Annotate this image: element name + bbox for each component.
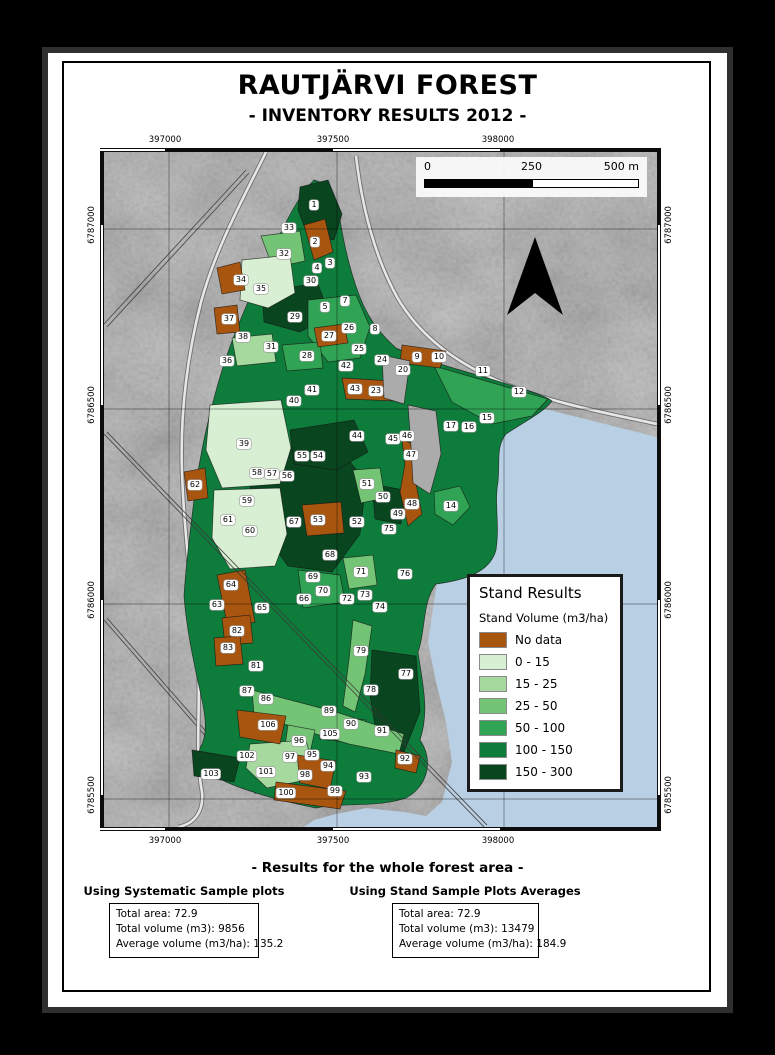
stand-label-29: 29 xyxy=(289,312,301,321)
stand-label-105: 105 xyxy=(322,729,338,738)
legend-color-swatch xyxy=(479,654,507,670)
stand-label-77: 77 xyxy=(400,669,412,678)
legend-class-label: 25 - 50 xyxy=(515,699,558,713)
stand-label-25: 25 xyxy=(353,344,365,353)
grid-x-label: 397500 xyxy=(316,135,350,145)
stand-label-56: 56 xyxy=(281,471,293,480)
stand-label-58: 58 xyxy=(251,468,263,477)
stand-label-31: 31 xyxy=(265,342,277,351)
grid-x-label: 397000 xyxy=(148,836,182,846)
stand-label-106: 106 xyxy=(260,720,276,729)
stand-label-92: 92 xyxy=(399,754,411,763)
stand-label-55: 55 xyxy=(296,451,308,460)
stand-label-45: 45 xyxy=(387,434,399,443)
grid-x-label: 398000 xyxy=(481,135,515,145)
stand-label-71: 71 xyxy=(355,567,367,576)
scale-label-500: 500 m xyxy=(603,160,639,173)
stand-label-53: 53 xyxy=(312,515,324,524)
stand-label-94: 94 xyxy=(322,761,334,770)
stand-label-64: 64 xyxy=(225,580,237,589)
stand-label-87: 87 xyxy=(241,686,253,695)
stand-label-65: 65 xyxy=(256,603,268,612)
stand-label-10: 10 xyxy=(433,352,445,361)
stand-label-12: 12 xyxy=(513,387,525,396)
grid-x-label: 397000 xyxy=(148,135,182,145)
stand-label-70: 70 xyxy=(317,586,329,595)
result-line: Total volume (m3): 13479 xyxy=(399,923,535,935)
stand-label-68: 68 xyxy=(324,550,336,559)
grid-y-label: 6786000 xyxy=(664,581,674,619)
stand-label-23: 23 xyxy=(370,386,382,395)
frame-zebra xyxy=(658,225,660,405)
stand-label-50: 50 xyxy=(377,492,389,501)
stand-label-4: 4 xyxy=(314,263,320,272)
stand-label-100: 100 xyxy=(278,788,294,797)
result-box xyxy=(109,903,284,958)
stand-label-3: 3 xyxy=(327,258,333,267)
legend-color-swatch xyxy=(479,720,507,736)
result-box-title: Using Systematic Sample plots xyxy=(83,884,285,898)
legend-subtitle: Stand Volume (m3/ha) xyxy=(479,611,609,625)
stand-label-11: 11 xyxy=(477,366,489,375)
legend-class-row xyxy=(479,720,611,736)
stand-label-54: 54 xyxy=(312,451,324,460)
stand-label-78: 78 xyxy=(365,685,377,694)
stand-label-59: 59 xyxy=(241,496,253,505)
stand-label-17: 17 xyxy=(445,421,457,430)
legend-class-row xyxy=(479,654,611,670)
page-subtitle: - INVENTORY RESULTS 2012 - xyxy=(248,106,527,126)
stand-label-69: 69 xyxy=(307,572,319,581)
stand-label-63: 63 xyxy=(211,600,223,609)
stand-label-101: 101 xyxy=(258,767,274,776)
legend-class-label: No data xyxy=(515,633,563,647)
grid-x-label: 398000 xyxy=(481,836,515,846)
result-line: Average volume (m3/ha): 184.9 xyxy=(399,938,567,950)
scale-segment-filled xyxy=(425,180,532,187)
stand-label-41: 41 xyxy=(306,385,318,394)
page-title: RAUTJÄRVI FOREST xyxy=(237,70,538,101)
stand-label-75: 75 xyxy=(383,524,395,533)
stand-label-7: 7 xyxy=(342,296,348,305)
stand-label-76: 76 xyxy=(399,569,411,578)
legend-box xyxy=(467,574,623,792)
frame-zebra xyxy=(333,149,500,151)
legend-class-label: 150 - 300 xyxy=(515,765,573,779)
stand-label-97: 97 xyxy=(284,752,296,761)
result-line: Total volume (m3): 9856 xyxy=(116,923,245,935)
frame-zebra xyxy=(658,600,660,795)
scale-bar-graphic xyxy=(424,179,639,188)
stand-label-61: 61 xyxy=(222,515,234,524)
stand-label-36: 36 xyxy=(221,356,233,365)
stand-label-49: 49 xyxy=(392,509,404,518)
stand-label-60: 60 xyxy=(244,526,256,535)
legend-color-swatch xyxy=(479,698,507,714)
stand-label-67: 67 xyxy=(288,517,300,526)
stand-label-72: 72 xyxy=(341,594,353,603)
grid-y-label: 6787000 xyxy=(87,206,97,244)
stand-label-38: 38 xyxy=(237,332,249,341)
stand-label-37: 37 xyxy=(223,314,235,323)
grid-y-label: 6786500 xyxy=(87,386,97,424)
stand-label-91: 91 xyxy=(376,726,388,735)
stand-label-79: 79 xyxy=(355,646,367,655)
legend-class-row xyxy=(479,742,611,758)
legend-class-label: 0 - 15 xyxy=(515,655,550,669)
stand-label-30: 30 xyxy=(305,276,317,285)
stand-label-46: 46 xyxy=(401,431,413,440)
legend-class-row xyxy=(479,698,611,714)
stand-label-48: 48 xyxy=(406,499,418,508)
result-line: Total area: 72.9 xyxy=(116,908,198,920)
stand-label-74: 74 xyxy=(374,602,386,611)
stand-label-15: 15 xyxy=(481,413,493,422)
north-arrow-icon xyxy=(503,237,567,317)
stand-label-102: 102 xyxy=(239,751,255,760)
grid-y-label: 6786500 xyxy=(664,386,674,424)
grid-y-label: 6785500 xyxy=(664,776,674,814)
stand-label-39: 39 xyxy=(238,439,250,448)
result-line: Average volume (m3/ha): 135.2 xyxy=(116,938,284,950)
stand-label-66: 66 xyxy=(298,594,310,603)
stand-label-42: 42 xyxy=(340,361,352,370)
stand-label-81: 81 xyxy=(250,661,262,670)
stand-label-52: 52 xyxy=(351,517,363,526)
scale-bar xyxy=(416,157,647,197)
stand-label-103: 103 xyxy=(203,769,219,778)
stand-label-2: 2 xyxy=(312,237,318,246)
stand-label-62: 62 xyxy=(189,480,201,489)
stand-label-73: 73 xyxy=(359,590,371,599)
legend-color-swatch xyxy=(479,742,507,758)
scale-label-250: 250 xyxy=(521,160,542,173)
frame-zebra xyxy=(100,828,165,830)
frame-zebra xyxy=(333,828,500,830)
legend-color-swatch xyxy=(479,676,507,692)
legend-color-swatch xyxy=(479,632,507,648)
stand-label-95: 95 xyxy=(306,750,318,759)
frame-zebra xyxy=(100,149,165,151)
stand-label-93: 93 xyxy=(358,772,370,781)
stand-label-16: 16 xyxy=(463,422,475,431)
stand-label-43: 43 xyxy=(349,384,361,393)
stand-label-99: 99 xyxy=(329,786,341,795)
scale-segment-empty xyxy=(532,180,639,187)
frame-zebra xyxy=(101,600,103,795)
stand-label-89: 89 xyxy=(323,706,335,715)
stand-label-96: 96 xyxy=(293,736,305,745)
results-heading: - Results for the whole forest area - xyxy=(251,860,524,876)
stand-label-8: 8 xyxy=(372,324,378,333)
legend-class-row xyxy=(479,764,611,780)
stand-label-1: 1 xyxy=(311,200,317,209)
grid-y-label: 6785500 xyxy=(87,776,97,814)
grid-y-label: 6787000 xyxy=(664,206,674,244)
frame-zebra xyxy=(101,225,103,405)
stand-label-20: 20 xyxy=(397,365,409,374)
stand-label-90: 90 xyxy=(345,719,357,728)
stand-label-82: 82 xyxy=(231,626,243,635)
stand-label-32: 32 xyxy=(278,249,290,258)
legend-class-label: 100 - 150 xyxy=(515,743,573,757)
grid-x-label: 397500 xyxy=(316,836,350,846)
stand-label-24: 24 xyxy=(376,355,388,364)
stand-label-34: 34 xyxy=(235,275,247,284)
stand-label-9: 9 xyxy=(414,352,420,361)
result-box-title: Using Stand Sample Plots Averages xyxy=(349,884,581,898)
grid-y-label: 6786000 xyxy=(87,581,97,619)
stand-label-33: 33 xyxy=(283,223,295,232)
stand-label-83: 83 xyxy=(222,643,234,652)
stand-label-86: 86 xyxy=(260,694,272,703)
stand-label-14: 14 xyxy=(445,501,457,510)
stand-label-98: 98 xyxy=(299,770,311,779)
legend-classes xyxy=(479,632,611,780)
legend-title: Stand Results xyxy=(479,584,582,602)
stand-label-5: 5 xyxy=(322,302,328,311)
legend-class-label: 50 - 100 xyxy=(515,721,566,735)
stand-label-51: 51 xyxy=(361,479,373,488)
stand-label-40: 40 xyxy=(288,396,300,405)
scale-label-0: 0 xyxy=(424,160,431,173)
stand-label-47: 47 xyxy=(405,450,417,459)
stand-label-35: 35 xyxy=(255,284,267,293)
result-box xyxy=(392,903,567,958)
stand-label-57: 57 xyxy=(266,469,278,478)
stand-label-28: 28 xyxy=(301,351,313,360)
stand-label-27: 27 xyxy=(323,331,335,340)
result-line: Total area: 72.9 xyxy=(399,908,481,920)
stand-label-26: 26 xyxy=(343,323,355,332)
legend-class-label: 15 - 25 xyxy=(515,677,558,691)
legend-class-row xyxy=(479,676,611,692)
legend-class-row xyxy=(479,632,611,648)
legend-color-swatch xyxy=(479,764,507,780)
stand-label-44: 44 xyxy=(351,431,363,440)
